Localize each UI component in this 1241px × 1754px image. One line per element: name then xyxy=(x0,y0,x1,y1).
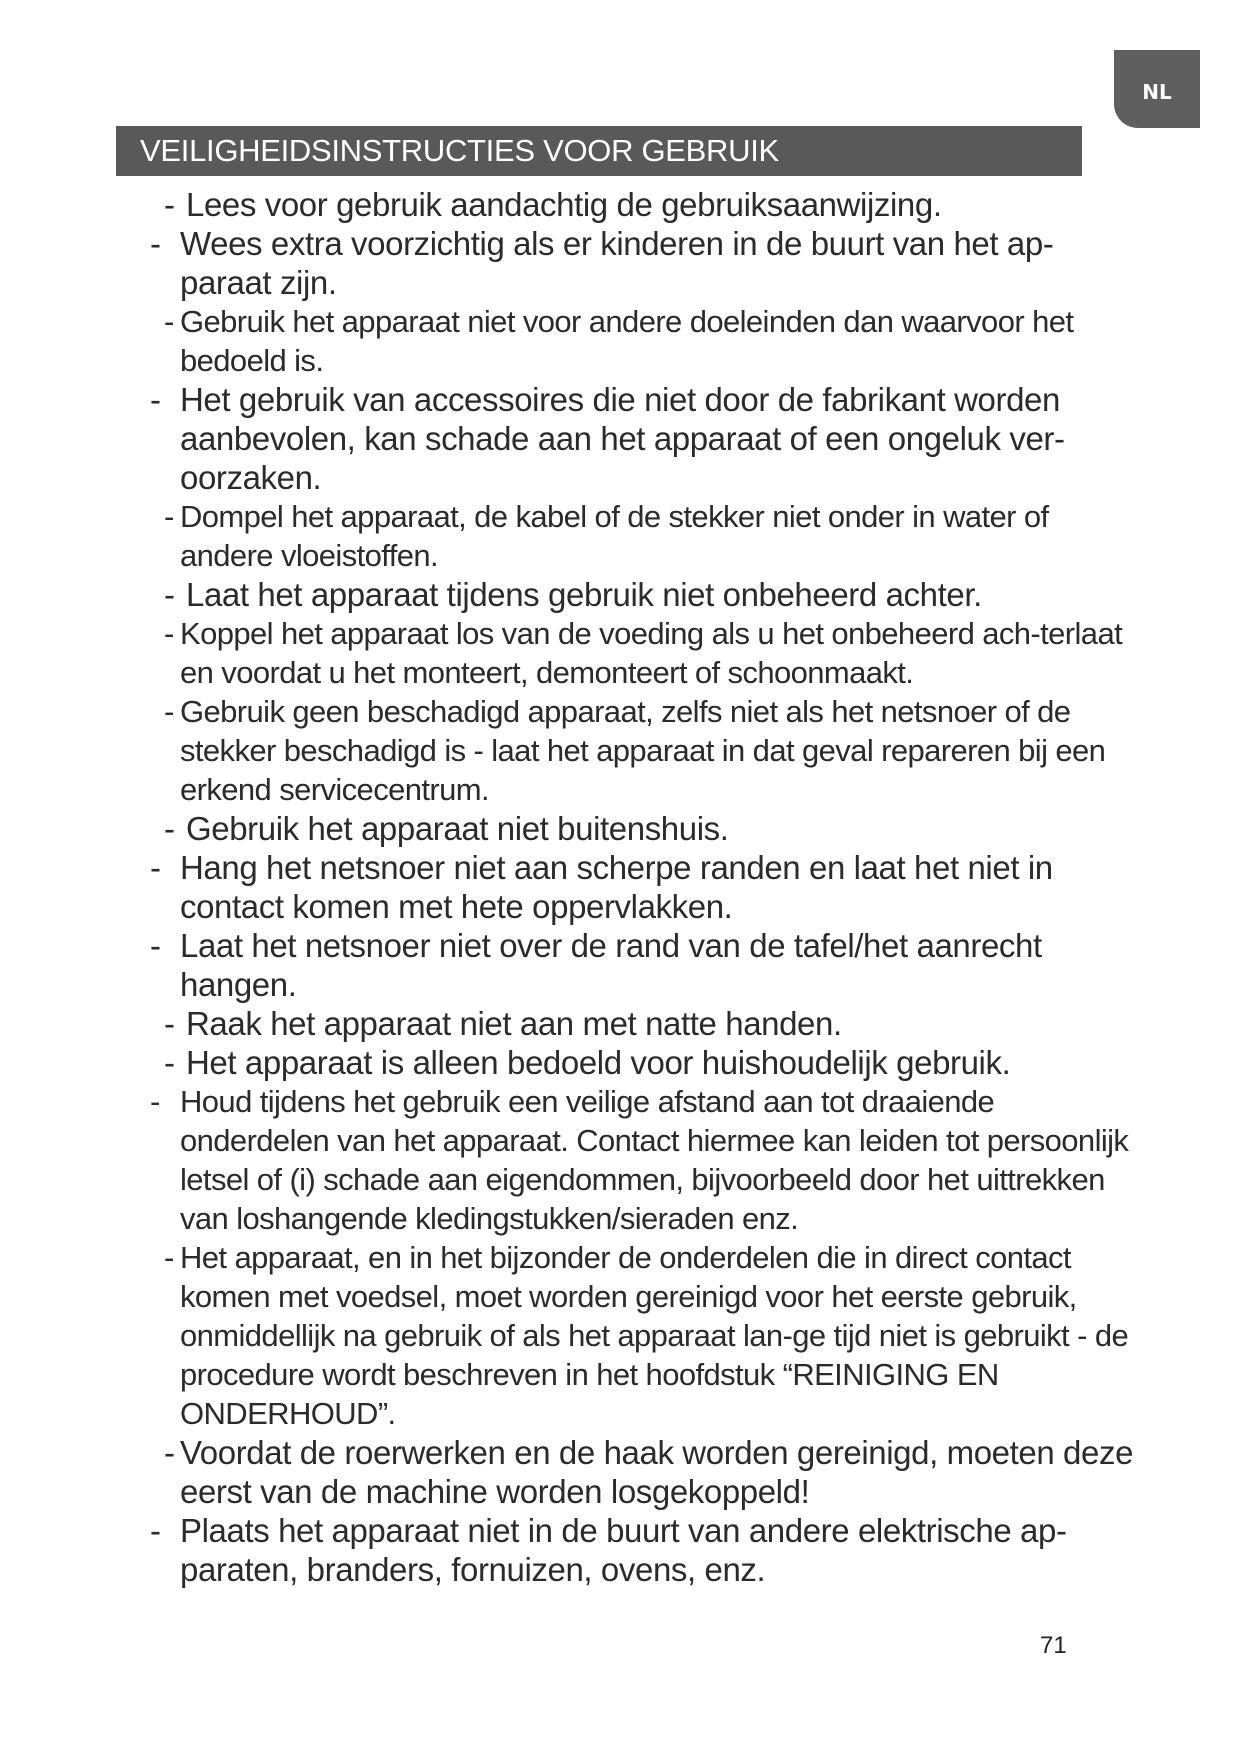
list-item xyxy=(0,1511,1140,1589)
list-item-text: Laat het apparaat tijdens gebruik niet onbeheerd achter. xyxy=(186,576,982,613)
list-item-text: Gebruik geen beschadigd apparaat, zelfs niet als het netsnoer of de stekker beschadigd is - laat het apparaat in dat geval repareren bij een erkend servicecentrum. xyxy=(180,694,1106,807)
list-item xyxy=(0,575,1140,614)
list-item-text: Hang het netsnoer niet aan scherpe randen en laat het niet in contact komen met hete oppervlakken. xyxy=(180,849,1053,925)
safety-instructions-list xyxy=(0,185,1241,1589)
list-item-text: Plaats het apparaat niet in de buurt van andere elektrische ap-paraten, branders, fornuizen, ovens, enz. xyxy=(180,1512,1067,1588)
list-item-text: Het apparaat is alleen bedoeld voor huishoudelijk gebruik. xyxy=(186,1044,1011,1081)
list-dash: - xyxy=(164,499,174,534)
list-dash: - xyxy=(164,186,175,223)
list-item-text: Het gebruik van accessoires die niet door de fabrikant worden aanbevolen, kan schade aan het apparaat of een ongeluk ver-oorzaken. xyxy=(180,381,1065,496)
list-item-text: Het apparaat, en in het bijzonder de onderdelen die in direct contact komen met voedsel, moet worden gereinigd voor het eerste gebruik, onmiddellijk na gebruik of als het apparaat lan-ge tijd niet is gebruikt - de procedure wordt beschreven in het hoofdstuk “REINIGING EN ONDERHOUD”. xyxy=(180,1240,1129,1431)
list-dash: - xyxy=(150,1084,160,1119)
list-item xyxy=(0,1043,1140,1082)
list-dash: - xyxy=(164,694,174,729)
list-item-text: Laat het netsnoer niet over de rand van de tafel/het aanrecht hangen. xyxy=(180,927,1042,1003)
section-header xyxy=(116,126,1082,176)
list-dash: - xyxy=(150,849,161,886)
list-dash: - xyxy=(164,576,175,613)
list-item xyxy=(0,848,1140,926)
section-title: VEILIGHEIDSINSTRUCTIES VOOR GEBRUIK xyxy=(140,133,779,168)
list-item xyxy=(0,497,1140,575)
list-item-text: Wees extra voorzichtig als er kinderen in de buurt van het ap-paraat zijn. xyxy=(180,225,1054,301)
list-item-text: Dompel het apparaat, de kabel of de stekker niet onder in water of andere vloeistoffen. xyxy=(180,499,1049,573)
list-dash: - xyxy=(164,1240,174,1275)
list-item-text: Raak het apparaat niet aan met natte handen. xyxy=(186,1005,842,1042)
list-dash: - xyxy=(150,381,161,418)
list-item-text: Gebruik het apparaat niet buitenshuis. xyxy=(186,810,729,847)
list-item xyxy=(0,809,1140,848)
list-item xyxy=(0,185,1140,224)
list-dash: - xyxy=(164,1044,175,1081)
list-item-text: Voordat de roerwerken en de haak worden gereinigd, moeten deze eerst van de machine worden losgekoppeld! xyxy=(180,1434,1134,1510)
list-dash: - xyxy=(150,1512,161,1549)
list-item xyxy=(0,380,1140,497)
list-item xyxy=(0,302,1140,380)
list-dash: - xyxy=(164,810,175,847)
list-dash: - xyxy=(164,616,174,651)
list-item xyxy=(0,614,1140,692)
list-item-text: Houd tijdens het gebruik een veilige afstand aan tot draaiende onderdelen van het apparaat. Contact hiermee kan leiden tot persoonlijk letsel of (i) schade aan eigendommen, bijvoorbeeld door het uittrekken van loshangende kledingstukken/sieraden enz. xyxy=(180,1084,1129,1236)
list-item xyxy=(0,1433,1140,1511)
list-item xyxy=(0,1004,1140,1043)
list-item xyxy=(0,224,1140,302)
list-item xyxy=(0,1238,1140,1433)
list-dash: - xyxy=(164,1005,175,1042)
list-dash: - xyxy=(164,1434,175,1471)
list-item xyxy=(0,1082,1140,1238)
list-item xyxy=(0,692,1140,809)
language-tab xyxy=(1114,50,1200,128)
list-item-text: Koppel het apparaat los van de voeding als u het onbeheerd ach-terlaat en voordat u het monteert, demonteert of schoonmaakt. xyxy=(180,616,1123,690)
list-item-text: Gebruik het apparaat niet voor andere doeleinden dan waarvoor het bedoeld is. xyxy=(180,304,1074,378)
language-label: NL xyxy=(1142,80,1172,104)
list-dash: - xyxy=(164,304,174,339)
list-item-text: Lees voor gebruik aandachtig de gebruiksaanwijzing. xyxy=(186,186,942,223)
list-item xyxy=(0,926,1140,1004)
page-number: 71 xyxy=(1040,1632,1067,1659)
list-dash: - xyxy=(150,225,161,262)
list-dash: - xyxy=(150,927,161,964)
